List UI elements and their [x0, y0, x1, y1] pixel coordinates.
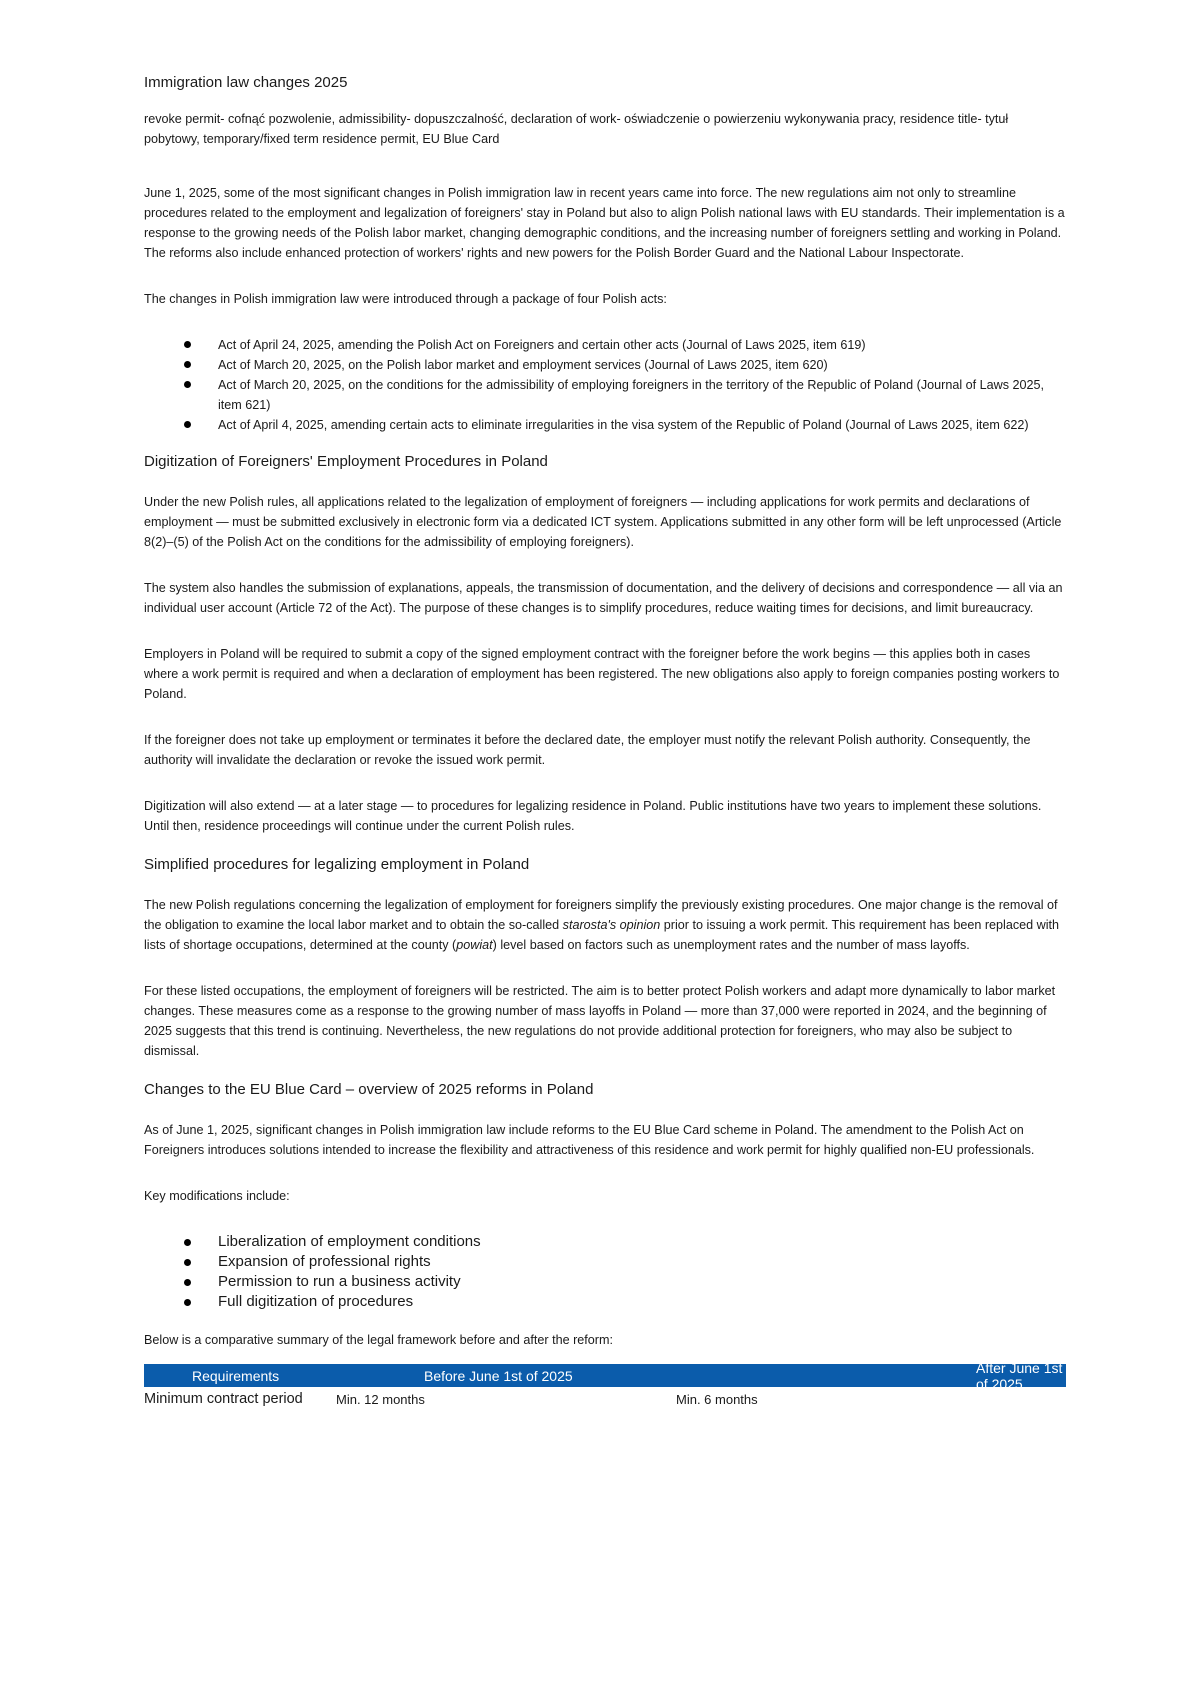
paragraph: As of June 1, 2025, significant changes in Polish immigration law include reforms to the EU Blue Card scheme in Poland. The amendment to the Polish Act on Foreigners introduces solutions intended to increase the flexibility and attractiveness of this residence and work permit for highly qualified non-EU professionals.	[144, 1123, 1035, 1157]
list-item: Act of March 20, 2025, on the Polish labor market and employment services (Journal of Laws 2025, item 620)	[144, 355, 1066, 375]
list-item: Act of March 20, 2025, on the conditions for the admissibility of employing foreigners in the territory of the Republic of Poland (Journal of Laws 2025, item 621)	[144, 375, 1066, 415]
list-item: Permission to run a business activity	[144, 1272, 1066, 1292]
list-item: Liberalization of employment conditions	[144, 1232, 1066, 1252]
section-heading-blue-card: Changes to the EU Blue Card – overview of 2025 reforms in Poland	[144, 1081, 594, 1098]
list-item: Expansion of professional rights	[144, 1252, 1066, 1272]
bullet-icon	[184, 341, 191, 348]
bullet-icon	[184, 1299, 191, 1306]
bullet-icon	[184, 1279, 191, 1286]
acts-intro-paragraph: The changes in Polish immigration law were introduced through a package of four Polish acts:	[144, 292, 667, 306]
table-header-cell: After June 1st of 2025	[976, 1359, 1063, 1392]
table-row	[144, 1387, 1066, 1411]
bullet-icon	[184, 1239, 191, 1246]
table-header	[144, 1359, 1066, 1392]
paragraph: The system also handles the submission of explanations, appeals, the transmission of documentation, and the delivery of decisions and correspondence — all via an individual user account (Article 72 of the Act). The purpose of these changes is to simplify procedures, reduce waiting times for decisions, and limit bureaucracy.	[144, 581, 1063, 615]
comparison-table	[144, 1359, 1066, 1411]
bullet-icon	[184, 1259, 191, 1266]
paragraph: The new Polish regulations concerning the legalization of employment for foreigners simplify the previously existing procedures. One major change is the removal of the obligation to examine the local labor market and to obtain the so-called starosta's opinion prior to issuing a work permit. This requirement has been replaced with lists of shortage occupations, determined at the county (powiat) level based on factors such as unemployment rates and the number of mass layoffs.	[144, 898, 1060, 952]
paragraph: Employers in Poland will be required to submit a copy of the signed employment contract with the foreigner before the work begins — this applies both in cases where a work permit is required and when a declaration of employment has been registered. The new obligations also apply to foreign companies posting workers to Poland.	[144, 647, 1060, 701]
table-header-cell: Before June 1st of 2025	[424, 1367, 573, 1384]
intro-paragraph: June 1, 2025, some of the most significant changes in Polish immigration law in recent years came into force. The new regulations aim not only to streamline procedures related to the employment and legalization of foreigners' stay in Poland but also to align Polish national laws with EU standards. Their implementation is a response to the growing needs of the Polish labor market, changing demographic conditions, and the increasing number of foreigners settling and working in Poland. The reforms also include enhanced protection of workers' rights and new powers for the Polish Border Guard and the National Labour Inspectorate.	[144, 186, 1065, 260]
paragraph: Under the new Polish rules, all applications related to the legalization of employment of foreigners — including applications for work permits and declarations of employment — must be submitted exclusively in electronic form via a dedicated ICT system. Applications submitted in any other form will be left unprocessed (Article 8(2)–(5) of the Polish Act on the conditions for the admissibility of employing foreigners).	[144, 495, 1062, 549]
section-heading-simplified: Simplified procedures for legalizing employment in Poland	[144, 856, 530, 873]
list-item: Act of April 4, 2025, amending certain acts to eliminate irregularities in the visa system of the Republic of Poland (Journal of Laws 2025, item 622)	[144, 415, 1066, 435]
bullet-icon	[184, 361, 191, 368]
paragraph: If the foreigner does not take up employment or terminates it before the declared date, the employer must notify the relevant Polish authority. Consequently, the authority will invalidate the declaration or revoke the issued work permit.	[144, 733, 1031, 767]
paragraph: Key modifications include:	[144, 1189, 290, 1203]
paragraph: For these listed occupations, the employment of foreigners will be restricted. The aim is to better protect Polish workers and adapt more dynamically to labor market changes. These measures come as a response to the growing number of mass layoffs in Poland — more than 37,000 were reported in 2024, and the beginning of 2025 suggests that this trend is continuing. Nevertheless, the new regulations do not provide additional protection for foreigners, who may also be subject to dismissal.	[144, 984, 1056, 1058]
paragraph: Below is a comparative summary of the legal framework before and after the reform:	[144, 1333, 613, 1347]
glossary-paragraph: revoke permit- cofnąć pozwolenie, admissibility- dopuszczalność, declaration of work- oświadczenie o powierzeniu wykonywania pracy, residence title- tytuł pobytowy, temporary/fixed term residence permit, EU Blue Card	[144, 112, 1009, 146]
modifications-list	[144, 1232, 1066, 1312]
list-item: Act of April 24, 2025, amending the Polish Act on Foreigners and certain other acts (Journal of Laws 2025, item 619)	[144, 335, 1066, 355]
document-title: Immigration law changes 2025	[144, 74, 348, 91]
acts-list	[144, 335, 1066, 435]
section-heading-digitization: Digitization of Foreigners' Employment Procedures in Poland	[144, 453, 548, 470]
table-cell: Min. 12 months	[336, 1391, 425, 1407]
table-header-cell: Requirements	[192, 1367, 280, 1384]
table-cell: Minimum contract period	[144, 1391, 303, 1407]
bullet-icon	[184, 421, 191, 428]
table-cell: Min. 6 months	[676, 1391, 758, 1407]
bullet-icon	[184, 381, 191, 388]
paragraph: Digitization will also extend — at a later stage — to procedures for legalizing residence in Poland. Public institutions have two years to implement these solutions. Until then, residence proceedings will continue under the current Polish rules.	[144, 799, 1042, 833]
document-page	[144, 62, 1066, 1411]
list-item: Full digitization of procedures	[144, 1292, 1066, 1312]
